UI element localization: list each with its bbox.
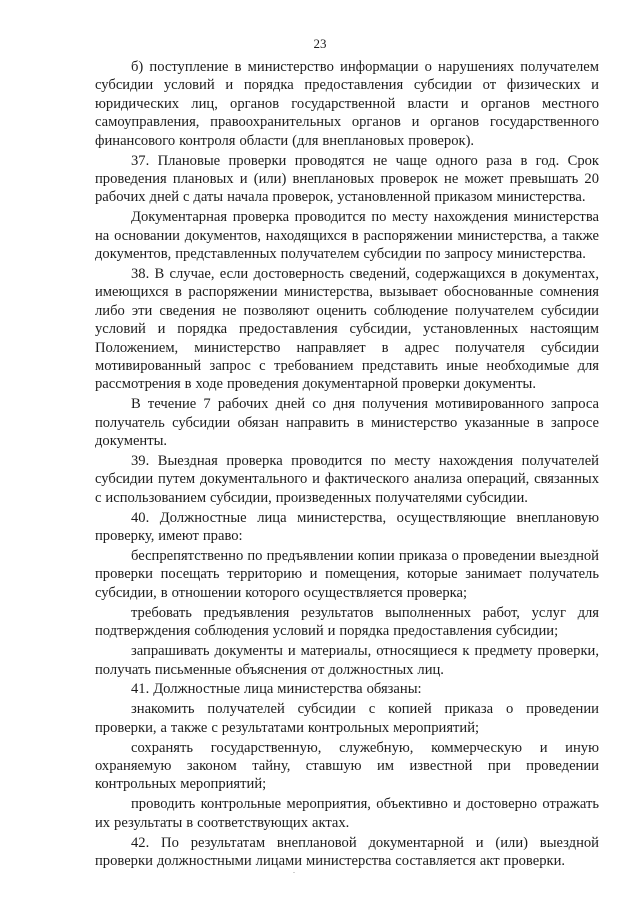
list-item-acquaint-with-order: знакомить получателей субсидии с копией приказа о проведении проверки, а также с результатами контрольных мероприятий; [95,701,599,736]
page-number: 23 [313,36,327,51]
list-item-request-documents: запрашивать документы и материалы, относящиеся к предмету проверки, получать письменные объяснения от должностных лиц. [95,643,599,678]
paragraph-b-violations-info: б) поступление в министерство информации о нарушениях получателем субсидии условий и порядка предоставления субсидии от физических и юридических лиц, органов государственной власти и органов местного самоуправления, правоохранительных органов и органов государственного финансового контроля области (для внеплановых проверок). [95,59,599,149]
scan-speck [293,872,295,873]
paragraph-38-reasoned-request: 38. В случае, если достоверность сведений, содержащихся в документах, имеющихся в распоряжении министерства, вызывает обоснованные сомнения либо эти сведения не позволяют оценить соблюдение получателем субсидии условий и порядка предоставления субсидии, установленных настоящим Положением, министерство направляет в адрес получателя субсидии мотивированный запрос с требованием представить иные необходимые для рассмотрения в ходе проведения документарной проверки документы. [95,265,599,393]
paragraph-37-planned-checks: 37. Плановые проверки проводятся не чаще одного раза в год. Срок проведения плановых и (или) внеплановых проверок не может превышать 20 рабочих дней с даты начала проверок, установленной приказом министерства. [95,152,599,206]
list-item-visit-premises: беспрепятственно по предъявлении копии приказа о проведении выездной проверки посещать территорию и помещения, которые занимает получатель субсидии, в отношении которого осуществляется проверка; [95,548,599,601]
list-item-conduct-objectively: проводить контрольные мероприятия, объективно и достоверно отражать их результаты в соответствующих актах. [95,796,599,831]
paragraph-41-officials-duties: 41. Должностные лица министерства обязаны: [131,681,422,698]
paragraph-40-officials-rights: 40. Должностные лица министерства, осуществляющие внеплановую проверку, имеют право: [95,509,599,545]
list-item-keep-secrets: сохранять государственную, служебную, коммерческую и иную охраняемую законом тайну, ставшую им известной при проведении контрольных мероприятий; [95,739,599,793]
paragraph-7-days-deadline: В течение 7 рабочих дней со дня получения мотивированного запроса получатель субсидии обязан направить в министерство указанные в запросе документы. [95,396,599,450]
list-item-demand-results: требовать предъявления результатов выполненных работ, услуг для подтверждения соблюдения условий и порядка предоставления субсидии; [95,604,599,640]
paragraph-documentary-check: Документарная проверка проводится по месту нахождения министерства на основании документов, находящихся в распоряжении министерства, а также документов, представленных получателем субсидии по запросу министерства. [95,209,599,263]
document-body [95,58,599,870]
paragraph-42-inspection-act: 42. По результатам внеплановой документарной и (или) выездной проверки должностными лицами министерства составляется акт проверки. [95,834,599,870]
paragraph-39-field-check: 39. Выездная проверка проводится по месту нахождения получателей субсидии путем документального и фактического анализа операций, связанных с использованием субсидии, произведенных получателями субсидии. [95,453,599,506]
